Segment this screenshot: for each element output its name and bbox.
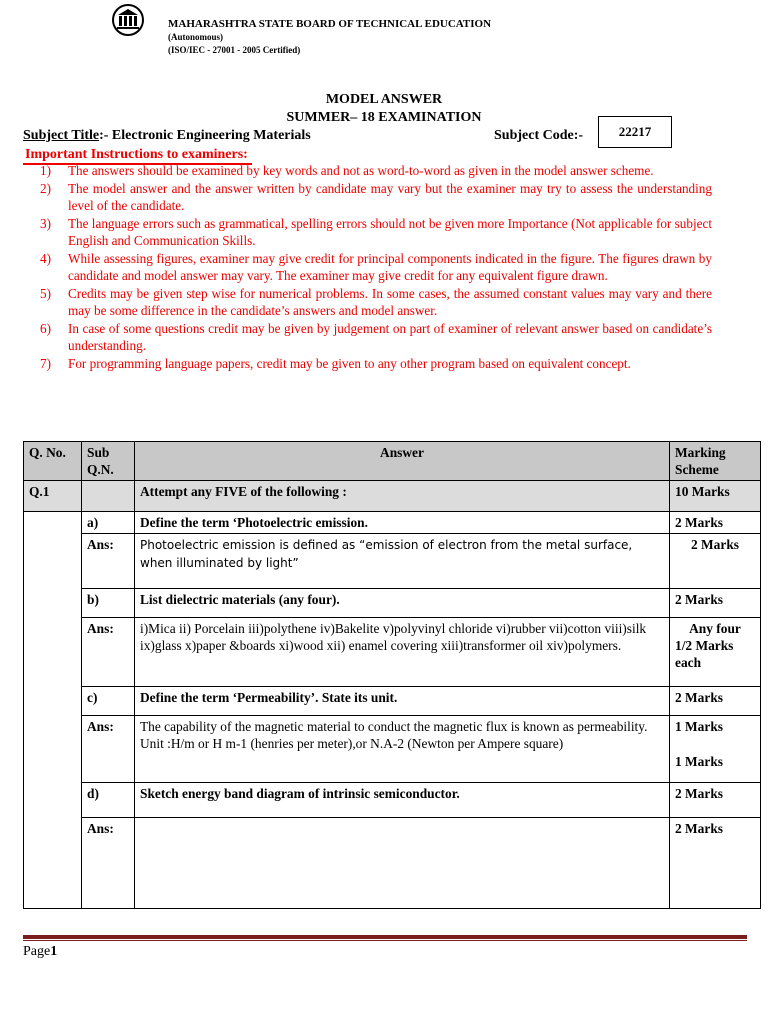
q1-marks: 10 Marks [670,481,761,512]
answer-marks: 2 Marks [670,818,761,909]
subject-code-value: 22217 [598,116,672,148]
sub-question: Ans: [82,618,135,687]
institution-header [168,18,491,57]
header-answer: Answer [135,442,670,481]
board-name: MAHARASHTRA STATE BOARD OF TECHNICAL EDUCATION [168,18,492,30]
table-row [24,618,761,687]
q1-number: Q.1 [24,481,82,512]
answer-text: i)Mica ii) Porcelain iii)polythene iv)Bakelite v)polyvinyl chloride vi)rubber vii)cotton viii)silk ix)glass x)paper &boards xi)wood xii) enamel covering xiii)transformer oil xiv)polymers. [135,618,670,687]
question-text: List dielectric materials (any four). [135,589,670,618]
answer-marks: Any four 1/2 Marks each [670,618,761,687]
sub-question: Ans: [82,716,135,783]
question-text: Sketch energy band diagram of intrinsic semiconductor. [135,783,670,818]
answer-marks: 1 Marks 1 Marks [670,716,761,783]
table-row [24,481,761,512]
answer-marks: 2 Marks [670,534,761,589]
header-subqn: Sub Q.N. [82,442,135,481]
table-row [24,716,761,783]
autonomous-label: (Autonomous) [168,32,224,42]
table-row [24,783,761,818]
question-text: Define the term ‘Photoelectric emission. [135,512,670,534]
instruction-item: 2) The model answer and the answer written by candidate may vary but the examiner may try to assess the understanding level of the candidate. [40,180,712,213]
sub-question: Ans: [82,818,135,909]
table-header-row [24,442,761,481]
instruction-item: 1) The answers should be examined by key words and not as word-to-word as given in the model answer scheme. [40,163,654,178]
sub-question: Ans: [82,534,135,589]
instruction-item: 4) While assessing figures, examiner may give credit for principal components indicated in the figure. The figures drawn by candidate and model answer may vary. The examiner may give credit for any equivalent figure drawn. [40,250,712,283]
subject-title [23,128,311,144]
q1-sub-empty [82,481,135,512]
instruction-item: 5) Credits may be given step wise for numerical problems. In some cases, the assumed constant values may vary and there may be some difference in the candidate’s answers and model answer. [40,285,712,318]
answer-table [23,441,761,909]
question-text: Define the term ‘Permeability’. State its unit. [135,687,670,716]
table-row [24,534,761,589]
sub-question: d) [82,783,135,818]
sub-question: b) [82,589,135,618]
instruction-item: 7) For programming language papers, credit may be given to any other program based on equivalent concept. [40,355,631,371]
table-row [24,818,761,909]
instruction-item: 6) In case of some questions credit may be given by judgement on part of examiner of relevant answer based on candidate’s understanding. [40,320,712,353]
subject-title-value: :- Electronic Engineering Materials [99,128,311,143]
footer-divider [23,935,747,939]
header-qno: Q. No. [24,442,82,481]
question-marks: 2 Marks [670,783,761,818]
question-marks: 2 Marks [670,512,761,534]
answer-text: The capability of the magnetic material to conduct the magnetic flux is known as permeability. Unit :H/m or H m-1 (henries per meter),or N.A-2 (Newton per Ampere square) [135,716,670,783]
sub-question: c) [82,687,135,716]
header-marking: Marking Scheme [670,442,761,481]
answer-text: Photoelectric emission is defined as “emission of electron from the metal surface, when illuminated by light” [135,534,670,589]
table-row [24,589,761,618]
question-marks: 2 Marks [670,687,761,716]
msbte-logo-icon [106,3,150,37]
exam-title: SUMMER– 18 EXAMINATION [286,110,482,125]
instructions-heading: Important Instructions to examiners: [23,146,252,165]
instruction-item: 3) The language errors such as grammatical, spelling errors should not be given more Importance (Not applicable for subject English and Communication Skills. [40,215,712,248]
footer-divider-thin [23,940,747,941]
subject-code-label: Subject Code:- [494,128,584,143]
sub-question: a) [82,512,135,534]
q-number-spacer [24,512,82,909]
certification-label: (ISO/IEC - 27001 - 2005 Certified) [168,45,301,55]
page-title: MODEL ANSWER [325,92,443,107]
page-number: Page1 [23,944,58,959]
table-row [24,687,761,716]
answer-text [135,818,670,909]
question-marks: 2 Marks [670,589,761,618]
table-row [24,512,761,534]
subject-title-label: Subject Title [23,128,100,143]
q1-instruction: Attempt any FIVE of the following : [135,481,670,512]
instructions-list [40,162,712,372]
